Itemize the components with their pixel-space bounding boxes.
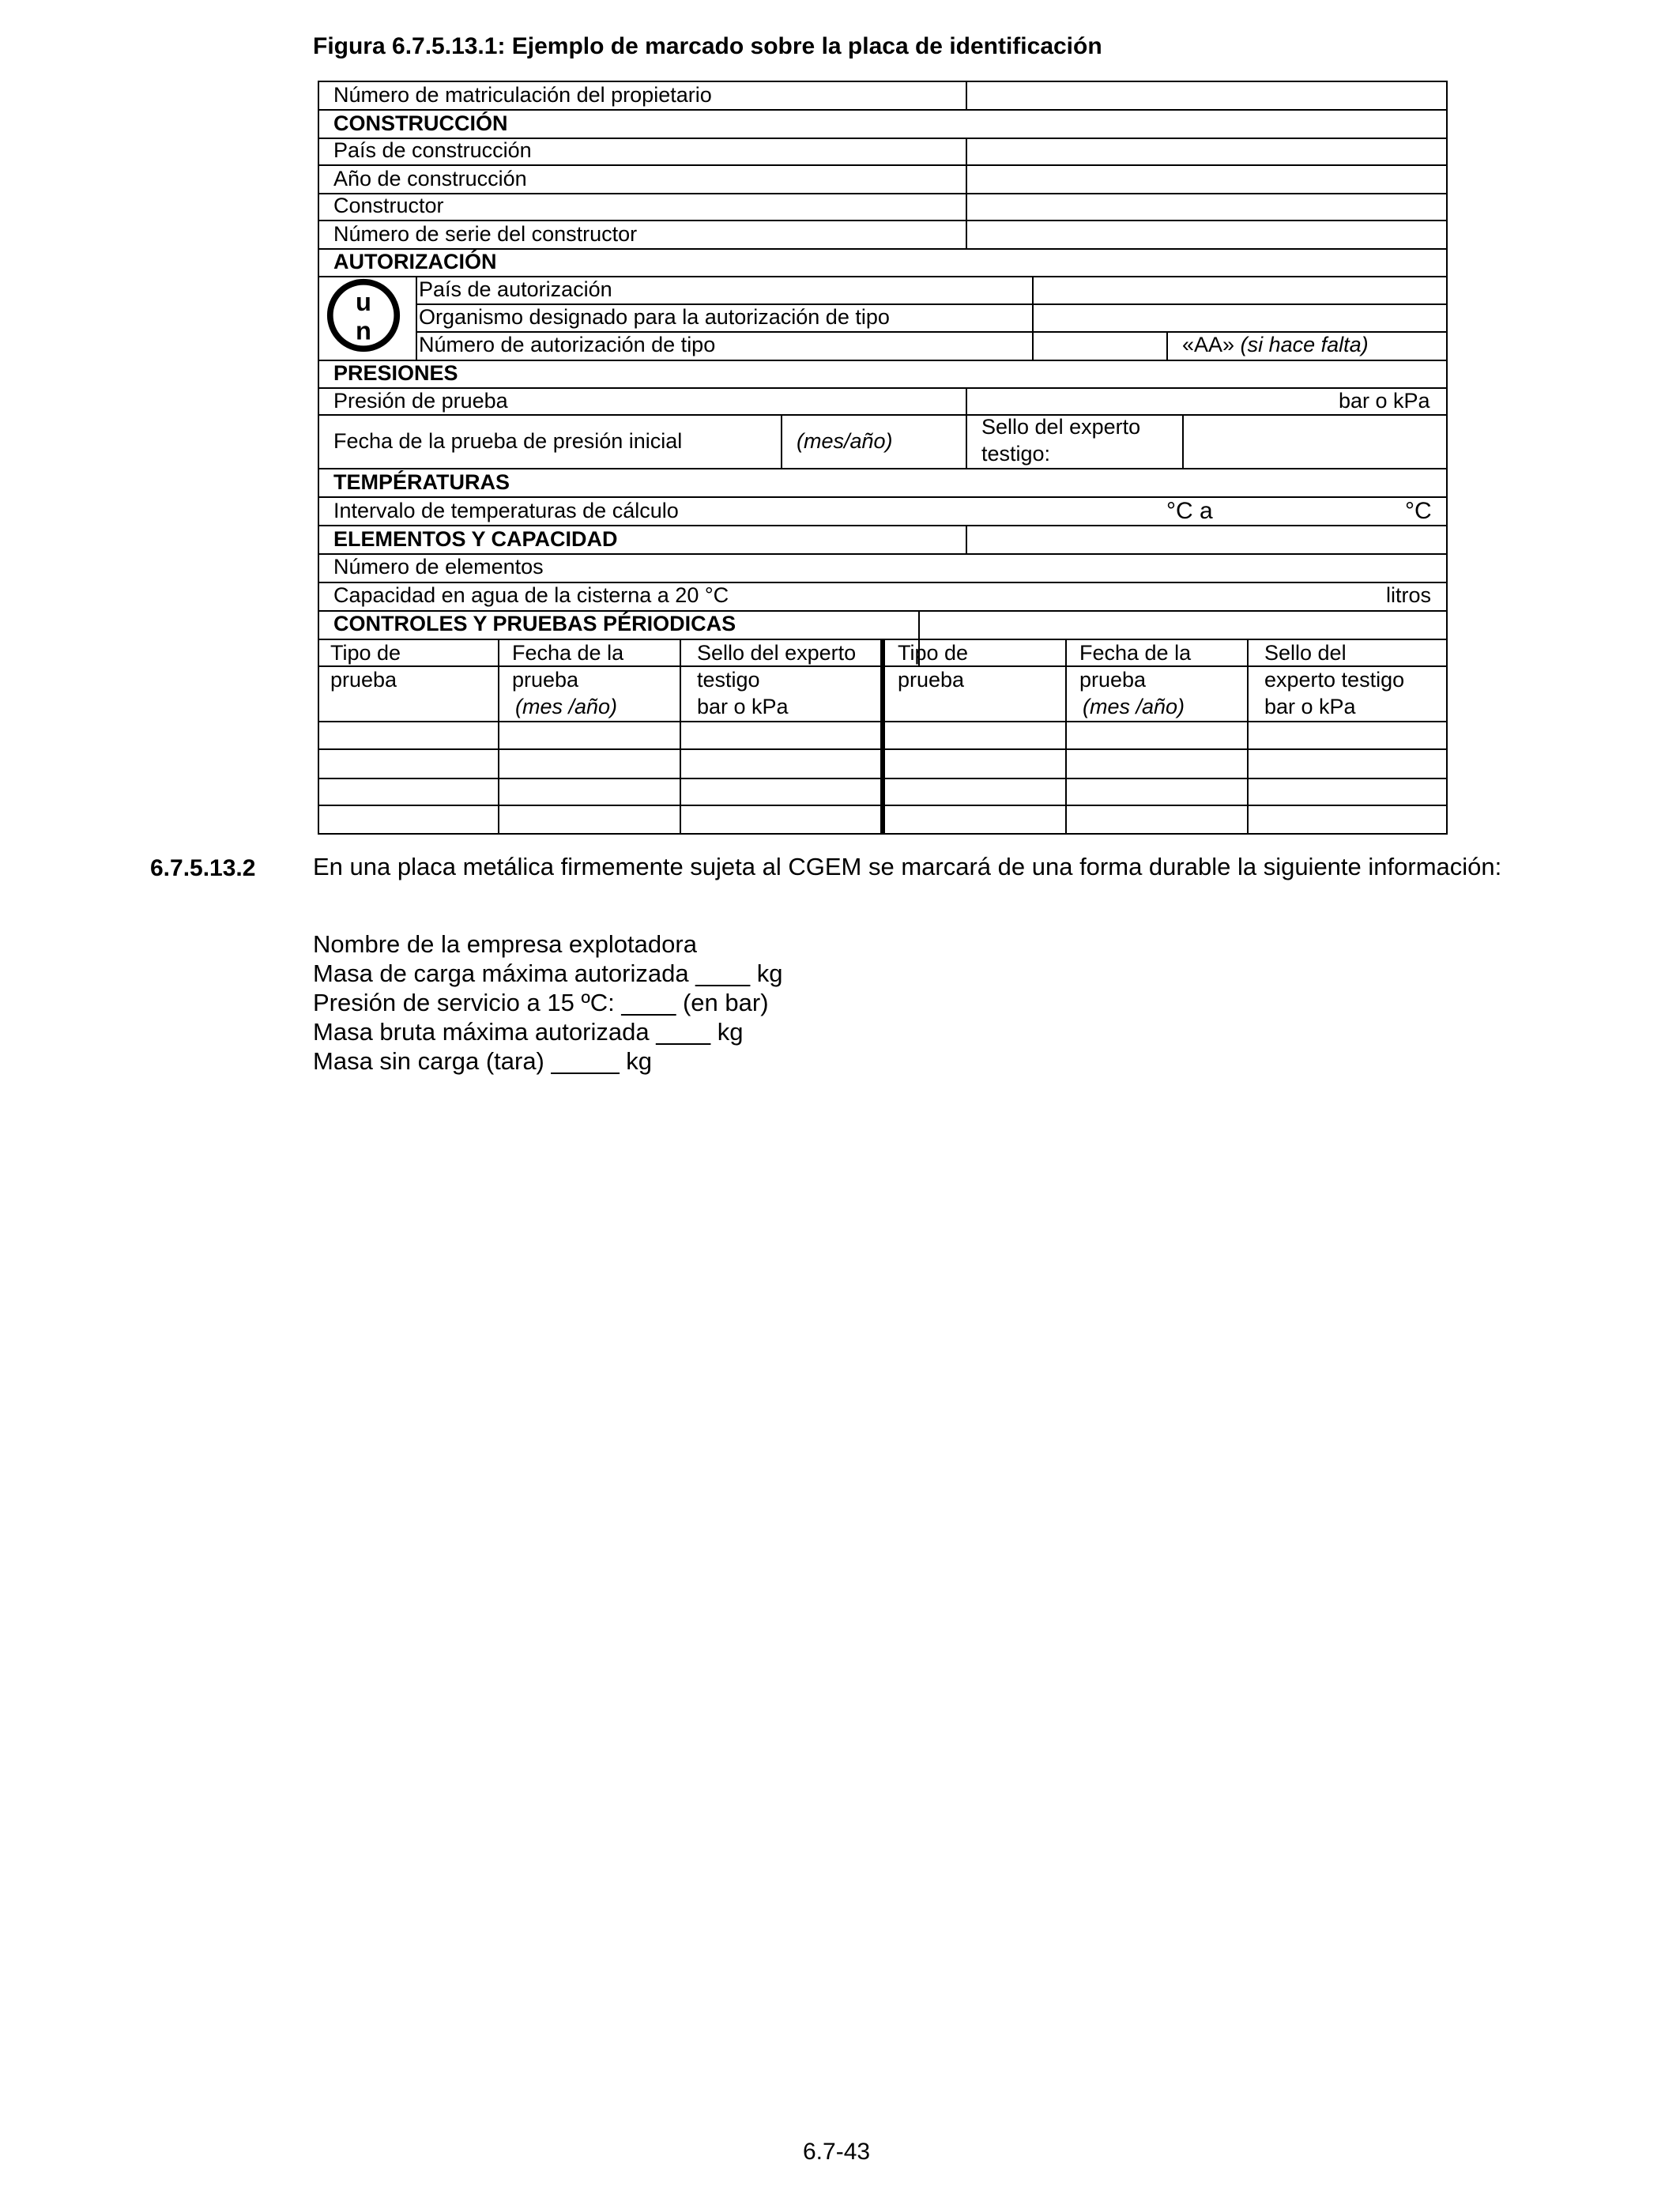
row-divider <box>319 414 1446 416</box>
list-item: Masa bruta máxima autorizada ____ kg <box>313 1018 744 1046</box>
mes-anio-l: (mes /año) <box>515 695 618 718</box>
aa-marker: «AA» <box>1182 333 1235 356</box>
col-divider <box>1247 640 1249 835</box>
sello-experto-r-l2: experto testigo <box>1264 668 1405 692</box>
celsius-a-label: °C a <box>1166 498 1213 524</box>
fecha-prueba-l1: Fecha de la <box>512 641 624 665</box>
sello-experto-r-l1: Sello del <box>1264 641 1347 665</box>
bar-kpa-unit: bar o kPa <box>1339 389 1430 413</box>
autorizacion-heading: AUTORIZACIÓN <box>333 250 497 273</box>
col-divider <box>966 138 967 248</box>
pais-construccion-label: País de construcción <box>333 138 532 162</box>
col-divider <box>1065 640 1067 835</box>
row-divider <box>319 468 1446 469</box>
thick-col-divider <box>880 640 885 835</box>
tipo-prueba-r-l2: prueba <box>898 668 965 692</box>
elementos-heading: ELEMENTOS Y CAPACIDAD <box>333 527 618 551</box>
numero-serie-label: Número de serie del constructor <box>333 222 638 246</box>
row-divider <box>319 525 1446 526</box>
anio-construccion-label: Año de construcción <box>333 167 527 190</box>
organismo-label: Organismo designado para la autorización de tipo <box>419 305 890 329</box>
list-item: Nombre de la empresa explotadora <box>313 930 697 958</box>
row-divider <box>319 496 1446 498</box>
col-divider <box>416 276 417 360</box>
un-logo-letter-n: n <box>356 315 371 345</box>
col-divider <box>966 387 967 468</box>
col-divider <box>1182 414 1184 468</box>
un-logo-letter-u: u <box>356 287 371 317</box>
list-item: Presión de servicio a 15 ºC: ____ (en bar) <box>313 989 769 1016</box>
row-divider <box>319 220 1446 221</box>
sello-experto-line1: Sello del experto <box>981 415 1141 439</box>
aa-label <box>1182 334 1369 357</box>
figure-title: Figura 6.7.5.13.1: Ejemplo de marcado sobre la placa de identificación <box>313 33 1102 59</box>
fecha-prueba-l2: prueba <box>512 668 579 692</box>
sello-experto-l1: Sello del experto <box>697 641 857 665</box>
bar-kpa-l: bar o kPa <box>697 695 789 718</box>
sello-experto-l2: testigo <box>697 668 760 692</box>
row-divider <box>319 164 1446 166</box>
row-divider <box>319 193 1446 194</box>
identification-plate-table <box>318 81 1448 835</box>
fecha-prueba-inicial-label: Fecha de la prueba de presión inicial <box>333 429 683 453</box>
fecha-prueba-r-l2: prueba <box>1079 668 1147 692</box>
intervalo-temperaturas-label: Intervalo de temperaturas de cálculo <box>333 499 679 522</box>
tipo-prueba-r-l1: Tipo de <box>898 641 969 665</box>
sello-experto-line2: testigo: <box>981 442 1051 466</box>
construccion-heading: CONSTRUCCIÓN <box>333 111 508 135</box>
controles-heading: CONTROLES Y PRUEBAS PÉRIODICAS <box>333 612 736 635</box>
col-divider <box>966 82 967 109</box>
pais-autorizacion-label: País de autorización <box>419 277 612 301</box>
bar-kpa-r: bar o kPa <box>1264 695 1356 718</box>
tipo-prueba-l2: prueba <box>330 668 397 692</box>
celsius-label: °C <box>1405 498 1432 524</box>
list-item: Masa de carga máxima autorizada ____ kg <box>313 959 783 987</box>
mes-anio-hint: (mes/año) <box>797 429 893 453</box>
col-divider <box>1166 331 1168 360</box>
marking-list <box>313 929 783 1076</box>
presion-prueba-label: Presión de prueba <box>333 389 508 413</box>
tipo-prueba-l1: Tipo de <box>330 641 401 665</box>
col-divider <box>680 640 681 835</box>
temperaturas-heading: TEMPÉRATURAS <box>333 470 510 494</box>
constructor-label: Constructor <box>333 194 444 217</box>
presiones-heading: PRESIONES <box>333 361 458 385</box>
si-hace-falta: (si hace falta) <box>1240 333 1369 356</box>
col-divider <box>498 640 499 835</box>
row-divider <box>319 360 1446 361</box>
paragraph-text: En una placa metálica firmemente sujeta al CGEM se marcará de una forma durable la siguiente información: <box>313 853 1502 880</box>
numero-autorizacion-label: Número de autorización de tipo <box>419 333 716 356</box>
list-item: Masa sin carga (tara) _____ kg <box>313 1047 653 1075</box>
numero-elementos-label: Número de elementos <box>333 555 544 579</box>
row-divider <box>319 109 1446 111</box>
fecha-prueba-r-l1: Fecha de la <box>1079 641 1192 665</box>
owner-registration-label: Número de matriculación del propietario <box>333 83 712 107</box>
page-number: 6.7-43 <box>803 2139 871 2165</box>
col-divider <box>781 414 782 468</box>
col-divider <box>966 525 967 553</box>
col-divider <box>1032 276 1034 360</box>
paragraph-number: 6.7.5.13.2 <box>150 855 256 881</box>
litros-unit: litros <box>1386 583 1432 607</box>
mes-anio-r: (mes /año) <box>1083 695 1185 718</box>
capacidad-label: Capacidad en agua de la cisterna a 20 °C <box>333 583 729 607</box>
un-logo-icon <box>326 277 401 353</box>
